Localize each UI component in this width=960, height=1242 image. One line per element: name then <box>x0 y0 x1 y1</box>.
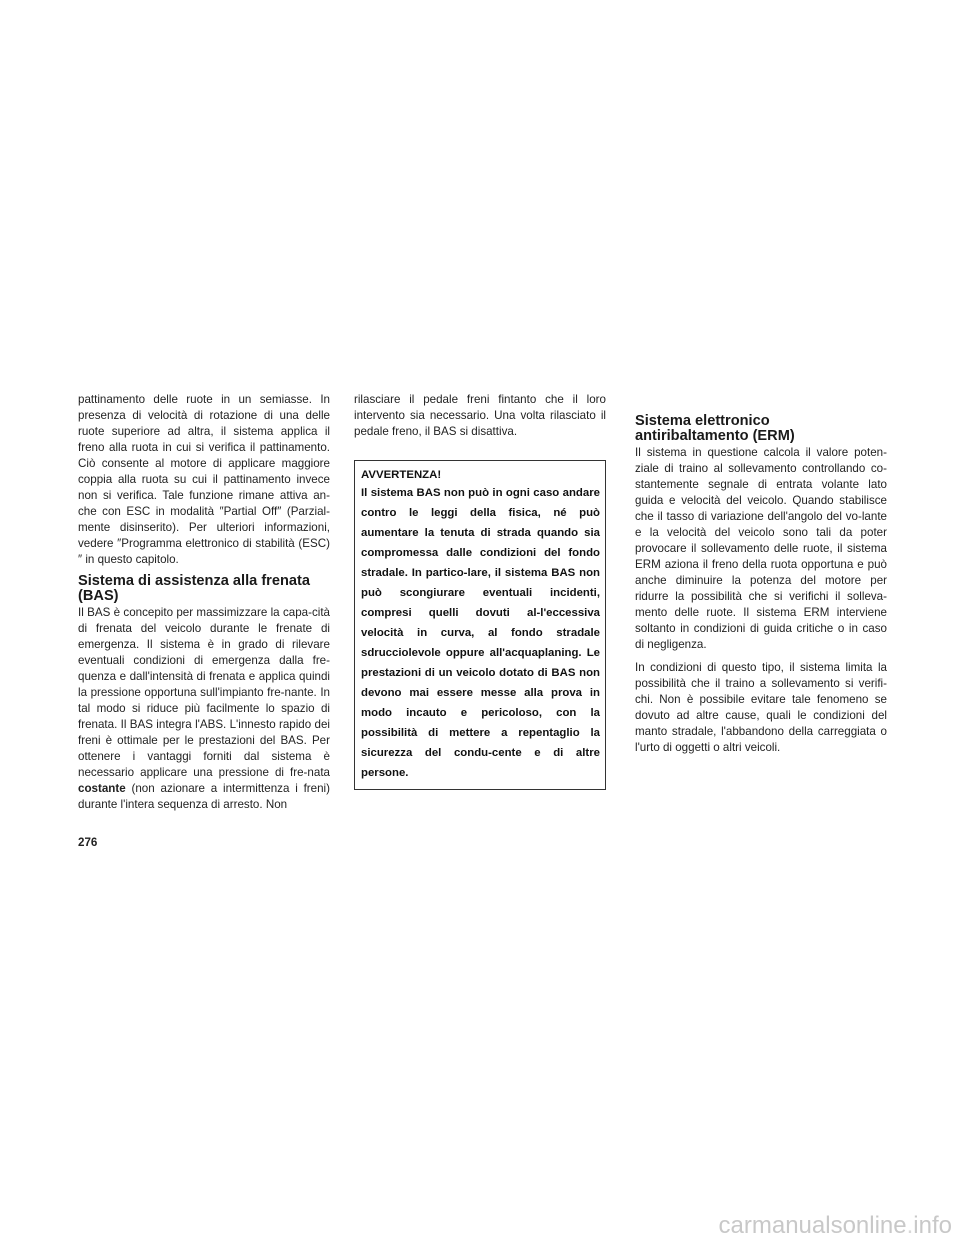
paragraph-wheel-slip: pattinamento delle ruote in un semiasse. In presenza di velocità di rotazione di una delle ruote superiore ad altra, il sistema applica il freno alla ruota in cui si verifica il pattinamento. Ciò consente al motore di applicare maggiore coppia alla ruota su cui il pattinamento invece non si verifica. Tale funzione rimane attiva an-che con ESC in modalità ″Partial Off″ (Parzial-mente disinserito). Per ulteriori informazioni, vedere ″Programma elettronico di stabilità (ESC)″ in questo capitolo. <box>78 393 330 566</box>
column-right <box>635 392 887 756</box>
watermark-text-a: carmanualsonline <box>718 1212 907 1239</box>
heading-erm: Sistema elettronico antiribaltamento (ERM) <box>635 413 795 444</box>
bas-text-start: Il BAS è concepito per massimizzare la capa-cità di frenata del veicolo durante le frenate di emergenza. Il sistema è in grado di rilevare eventuali condizioni di emergenza dalla fre-quenza e dall'intensità di frenata e applica quindi la pressione opportuna sull'impianto fre-nante. In tal modo si riduce più facilmente lo spazio di frenata. Il BAS integra l'ABS. L'innesto rapido dei freni è ottimale per le prestazioni del BAS. Per ottenere i vantaggi forniti dal sistema è necessario applicare una pressione di fre-nata <box>78 606 330 779</box>
warning-title: AVVERTENZA! <box>361 469 442 481</box>
paragraph-brake-release: rilasciare il pedale freni fintanto che il loro intervento sia necessario. Una volta rilasciato il pedale freno, il BAS si disattiva. <box>354 393 606 438</box>
warning-box <box>354 460 606 790</box>
paragraph-erm-2: In condizioni di questo tipo, il sistema limita la possibilità che il traino a sollevamento si verifi-chi. Non è possibile evitare tale fenomeno se dovuto ad altre cause, quali le condizioni del manto stradale, l'abbandono della carreggiata o l'urto di oggetti o altri veicoli. <box>635 661 887 754</box>
page-number: 276 <box>78 836 98 849</box>
column-middle <box>354 392 606 790</box>
bas-text-bold: costante <box>78 782 126 795</box>
bas-text-end: (non azionare a intermittenza i freni) durante l'intera sequenza di arresto. Non <box>78 782 330 811</box>
watermark-text-b: info <box>913 1212 952 1239</box>
warning-body: Il sistema BAS non può in ogni caso andare contro le leggi della fisica, né può aumentare la tenuta di strada quando sia compromessa dalle condizioni del fondo stradale. In partico-lare, il sistema BAS non può scongiurare eventuali incidenti, compresi quelli dovuti al-l'eccessiva velocità in curva, al fondo stradale sdrucciolevole oppure all'acquaplaning. Le prestazioni di un veicolo dotato di BAS non devono mai essere messe alla prova in modo incauto e pericoloso, con la possibilità di mettere a repentaglio la sicurezza del condu-cente e di altre persone. <box>361 487 600 779</box>
column-left <box>78 392 330 813</box>
paragraph-bas <box>78 605 330 813</box>
watermark-dot: . <box>906 1212 914 1239</box>
watermark <box>719 1212 952 1240</box>
paragraph-erm-1: Il sistema in questione calcola il valore poten-ziale di traino al sollevamento controllando co-stantemente segnale di entrata volante lato guida e velocità del veicolo. Quando stabilisce che il tasso di variazione dell'angolo del vo-lante e la velocità del veicolo sono tali da poter provocare il sollevamento delle ruote, il sistema ERM aziona il freno della ruota opportuna e può anche diminuire la potenza del motore per ridurre la possibilità che si verifichi il solleva-mento delle ruote. Il sistema ERM interviene soltanto in condizioni di guida critiche o in caso di negligenza. <box>635 446 887 651</box>
heading-bas: Sistema di assistenza alla frenata (BAS) <box>78 573 310 604</box>
